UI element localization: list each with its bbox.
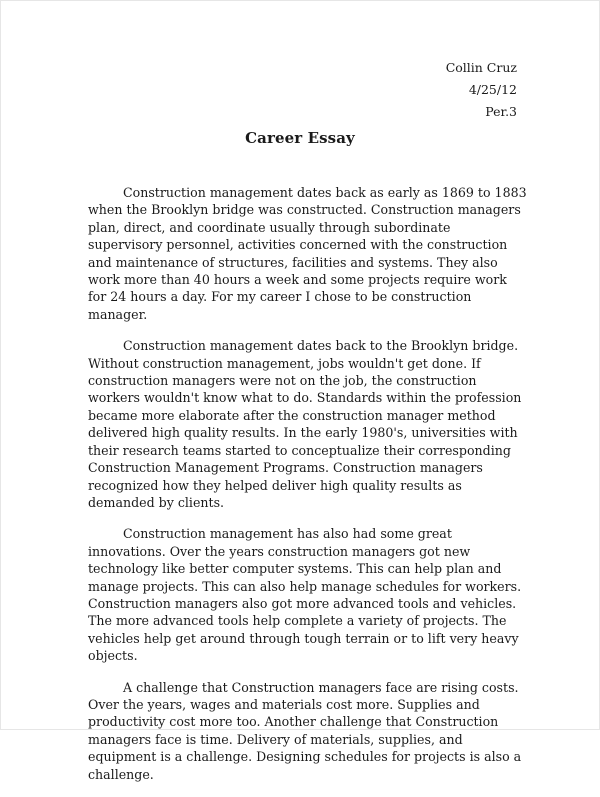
essay-date: 4/25/12 [468, 82, 517, 97]
page-title: Career Essay [245, 129, 355, 147]
class-period: Per.3 [485, 104, 517, 119]
paragraph-2: Construction management dates back to the Brooklyn bridge. Without construction management, jobs wouldn't get done. If construction managers were not on the job, the construction workers wouldn't know what to do. Standards within the profession became more elaborate after the construction manager method delivered high quality results. In the early 1980's, universities with their research teams started to conceptualize their corresponding Construction Management Programs. Construction managers recognized how they helped deliver high quality results as demanded by clients. [88, 338, 522, 510]
paragraph-3: Construction management has also had some great innovations. Over the years construction managers got new technology like better computer systems. This can help plan and manage projects. This can also help manage schedules for workers. Construction managers also got more advanced tools and vehicles. The more advanced tools help complete a variety of projects. The vehicles help get around through tough terrain or to lift very heavy objects. [88, 526, 522, 664]
essay-body [88, 184, 528, 797]
author-name: Collin Cruz [445, 60, 517, 75]
paragraph-4: A challenge that Construction managers face are rising costs. Over the years, wages and materials cost more. Supplies and productivity cost more too. Another challenge that Construction managers face is time. Delivery of materials, supplies, and equipment is a challenge. Designing schedules for projects is also a challenge. [88, 679, 522, 782]
author-header [446, 57, 517, 123]
paragraph-1: Construction management dates back as early as 1869 to 1883 when the Brooklyn bridge was constructed. Construction managers plan, direct, and coordinate usually through subordinate supervisory personnel, activities concerned with the construction and maintenance of structures, facilities and systems. They also work more than 40 hours a week and some projects require work for 24 hours a day. For my career I chose to be construction manager. [88, 185, 527, 322]
